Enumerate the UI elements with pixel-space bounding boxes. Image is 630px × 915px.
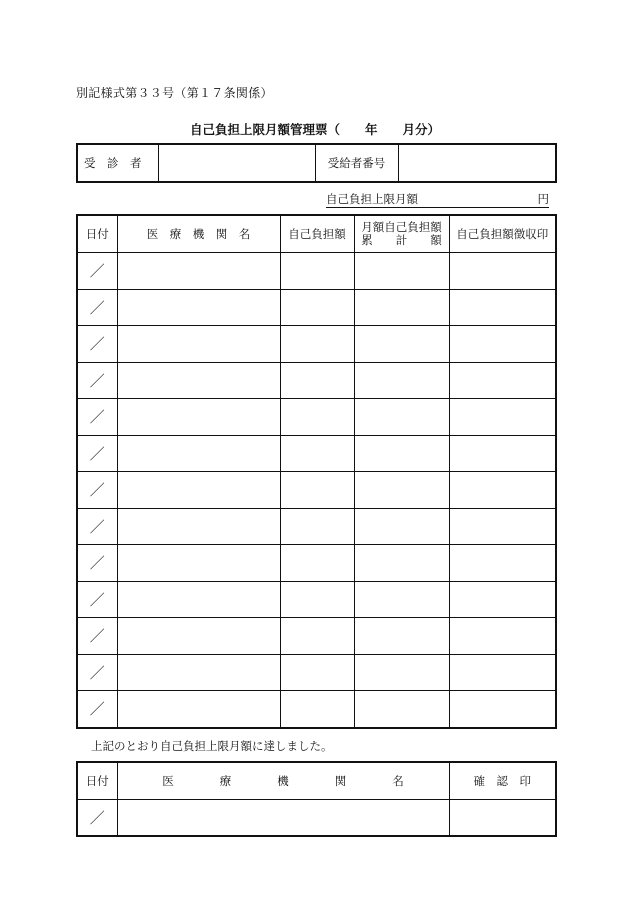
form-number: 別記様式第３３号（第１７条関係） (76, 86, 273, 100)
record-entry-cell[interactable] (449, 253, 556, 290)
header-cumulative-line1: 月額自己負担額 (361, 220, 442, 234)
record-entry-cell[interactable] (449, 399, 556, 436)
confirm-entry-cell[interactable] (117, 799, 449, 836)
header-stamp: 自己負担額徴収印 (449, 215, 556, 253)
monthly-limit-unit: 円 (537, 192, 549, 206)
record-entry-cell[interactable] (280, 691, 354, 728)
record-entry-cell[interactable] (280, 472, 354, 509)
record-entry-cell[interactable] (117, 289, 280, 326)
record-entry-cell[interactable] (449, 545, 556, 582)
confirm-date-cell[interactable]: ／ (77, 799, 117, 836)
record-entry-cell[interactable] (449, 691, 556, 728)
monthly-limit-line[interactable] (326, 192, 549, 208)
record-entry-cell[interactable] (280, 399, 354, 436)
record-row (77, 472, 556, 509)
record-entry-cell[interactable] (354, 581, 449, 618)
record-entry-cell[interactable] (280, 654, 354, 691)
record-date-cell[interactable]: ／ (77, 362, 117, 399)
record-entry-cell[interactable] (449, 508, 556, 545)
recipient-number-label: 受給者番号 (315, 144, 398, 182)
record-entry-cell[interactable] (117, 326, 280, 363)
record-date-cell[interactable]: ／ (77, 545, 117, 582)
record-row (77, 253, 556, 290)
record-entry-cell[interactable] (449, 581, 556, 618)
record-entry-cell[interactable] (280, 435, 354, 472)
record-entry-cell[interactable] (117, 654, 280, 691)
record-entry-cell[interactable] (117, 508, 280, 545)
record-row (77, 654, 556, 691)
confirm-header-stamp: 確 認 印 (449, 762, 556, 799)
record-entry-cell[interactable] (117, 618, 280, 655)
record-date-cell[interactable]: ／ (77, 289, 117, 326)
record-entry-cell[interactable] (354, 326, 449, 363)
record-row (77, 289, 556, 326)
header-institution: 医 療 機 関 名 (117, 215, 280, 253)
record-entry-cell[interactable] (117, 253, 280, 290)
confirmation-text: 上記のとおり自己負担上限月額に達しました。 (91, 739, 333, 753)
record-entry-cell[interactable] (354, 253, 449, 290)
record-entry-cell[interactable] (354, 435, 449, 472)
confirm-header-institution: 医 療 機 関 名 (117, 762, 449, 799)
record-entry-cell[interactable] (117, 691, 280, 728)
header-cumulative (354, 215, 449, 253)
record-row (77, 399, 556, 436)
record-entry-cell[interactable] (449, 654, 556, 691)
record-entry-cell[interactable] (280, 581, 354, 618)
record-entry-cell[interactable] (280, 289, 354, 326)
record-row (77, 435, 556, 472)
record-entry-cell[interactable] (354, 545, 449, 582)
record-entry-cell[interactable] (117, 362, 280, 399)
record-entry-cell[interactable] (354, 362, 449, 399)
confirmation-table (76, 761, 557, 837)
record-date-cell[interactable]: ／ (77, 435, 117, 472)
record-date-cell[interactable]: ／ (77, 654, 117, 691)
record-row (77, 508, 556, 545)
header-copay: 自己負担額 (280, 215, 354, 253)
record-entry-cell[interactable] (280, 508, 354, 545)
record-entry-cell[interactable] (449, 326, 556, 363)
record-entry-cell[interactable] (280, 326, 354, 363)
record-entry-cell[interactable] (117, 399, 280, 436)
patient-field[interactable] (158, 144, 315, 182)
confirm-entry-cell[interactable] (449, 799, 556, 836)
record-entry-cell[interactable] (354, 472, 449, 509)
record-row (77, 362, 556, 399)
record-entry-cell[interactable] (449, 618, 556, 655)
record-entry-cell[interactable] (354, 691, 449, 728)
record-entry-cell[interactable] (354, 399, 449, 436)
record-row (77, 691, 556, 728)
record-entry-cell[interactable] (117, 545, 280, 582)
record-entry-cell[interactable] (354, 508, 449, 545)
header-cumulative-line2: 累 計 額 (361, 233, 442, 247)
record-entry-cell[interactable] (117, 581, 280, 618)
record-entry-cell[interactable] (449, 435, 556, 472)
record-entry-cell[interactable] (280, 545, 354, 582)
record-row (77, 581, 556, 618)
record-entry-cell[interactable] (449, 362, 556, 399)
record-date-cell[interactable]: ／ (77, 508, 117, 545)
record-date-cell[interactable]: ／ (77, 326, 117, 363)
patient-label: 受 診 者 (77, 144, 158, 182)
record-date-cell[interactable]: ／ (77, 581, 117, 618)
record-entry-cell[interactable] (354, 289, 449, 326)
record-date-cell[interactable]: ／ (77, 691, 117, 728)
record-date-cell[interactable]: ／ (77, 472, 117, 509)
header-date: 日付 (77, 215, 117, 253)
record-date-cell[interactable]: ／ (77, 399, 117, 436)
confirm-row (77, 799, 556, 836)
record-entry-cell[interactable] (449, 472, 556, 509)
form-title: 自己負担上限月額管理票（ 年 月分） (189, 122, 440, 137)
confirm-header-date: 日付 (77, 762, 117, 799)
record-date-cell[interactable]: ／ (77, 618, 117, 655)
copay-record-table (76, 214, 557, 729)
record-date-cell[interactable]: ／ (77, 253, 117, 290)
record-entry-cell[interactable] (280, 618, 354, 655)
record-row (77, 545, 556, 582)
record-entry-cell[interactable] (280, 362, 354, 399)
record-row (77, 618, 556, 655)
record-row (77, 326, 556, 363)
record-entry-cell[interactable] (280, 253, 354, 290)
recipient-number-field[interactable] (398, 144, 556, 182)
recipient-table (76, 143, 557, 183)
monthly-limit-label: 自己負担上限月額 (326, 192, 418, 206)
record-entry-cell[interactable] (117, 435, 280, 472)
record-entry-cell[interactable] (449, 289, 556, 326)
record-entry-cell[interactable] (354, 618, 449, 655)
record-entry-cell[interactable] (354, 654, 449, 691)
record-entry-cell[interactable] (117, 472, 280, 509)
